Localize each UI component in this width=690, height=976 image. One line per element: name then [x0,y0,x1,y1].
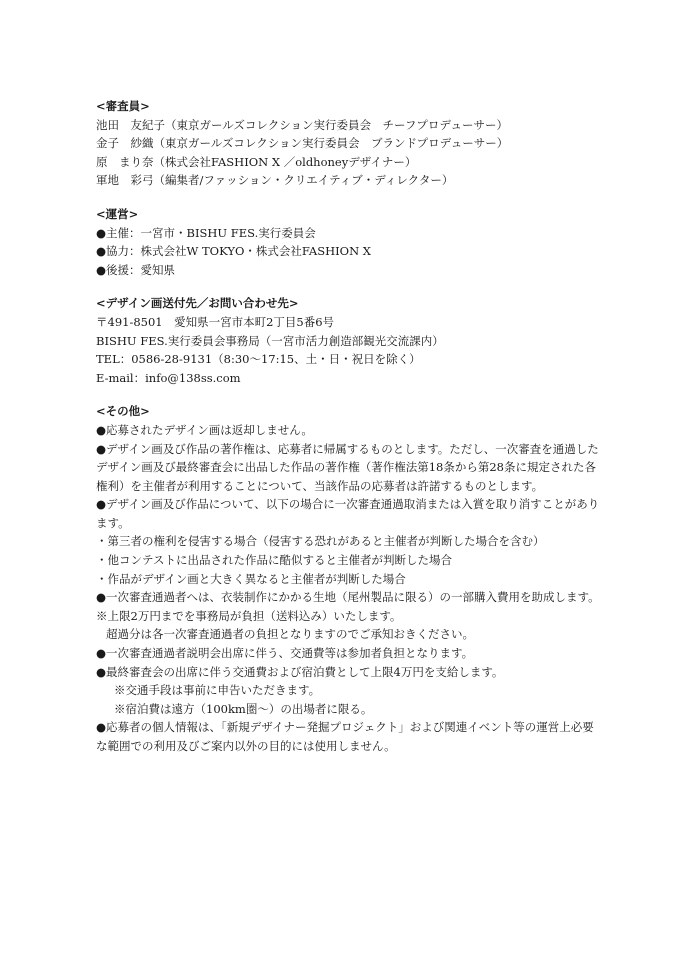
contact-postal-address: 〒491-8501 愛知県一宮市本町2丁目5番6号 [96,314,335,329]
document-page [96,97,601,771]
other-item: ●デザイン画及び作品について、以下の場合に一次審査通過取消または入賞を取り消すことがあります。 [96,497,600,530]
operations-heading: <運営> [96,206,139,221]
operations-support: ●後援：愛知県 [96,262,176,277]
other-subitem: ・第三者の権利を侵害する場合（侵害する恐れがあると主催者が判断した場合を含む） [96,534,545,549]
other-item: ●応募されたデザイン画は返却しません。 [96,422,313,437]
judges-heading: <審査員> [96,99,150,113]
other-note: ※上限2万円までを事務局が負担（送料込み）いたします。 [96,608,402,623]
contact-email: E-mail：info@138ss.com [96,370,241,385]
contact-section [96,294,601,387]
other-item: ●一次審査通過者へは、衣装制作にかかる生地（尾州製品に限る）の一部購入費用を助成します。 [96,590,600,605]
other-subitem: ・他コンテストに出品された作品に酷似すると主催者が判断した場合 [96,553,453,568]
operations-section [96,205,601,279]
other-item: ●デザイン画及び作品の著作権は、応募者に帰属するものとします。ただし、一次審査を通過したデザイン画及び最終審査会に出品した作品の著作権（著作権法第18条から第28条に規定された各権利）を主催者が利用することについて、当該作品の応募者は許諾するものとします。 [96,441,599,493]
other-note: ※宿泊費は遠方（100km圏～）の出場者に限る。 [114,701,373,716]
operations-cooperation: ●協力：株式会社W TOKYO・株式会社FASHION X [96,244,371,259]
other-subitem: ・作品がデザイン画と大きく異なると主催者が判断した場合 [96,571,406,586]
other-note: ※交通手段は事前に申告いただきます。 [114,683,321,698]
judge-line: 池田 友紀子（東京ガールズコレクション実行委員会 チーフプロデューサー） [96,117,509,132]
contact-office: BISHU FES.実行委員会事務局（一宮市活力創造部観光交流課内） [96,333,444,348]
judge-line: 軍地 彩弓（編集者/ファッション・クリエイティブ・ディレクター） [96,173,454,188]
other-item: ●応募者の個人情報は、「新規デザイナー発掘プロジェクト」および関連イベント等の運営上必要な範囲での利用及びご案内以外の目的には使用しません。 [96,720,594,753]
other-section [96,402,601,755]
other-item: ●最終審査会の出席に伴う交通費および宿泊費として上限4万円を支給します。 [96,664,504,679]
contact-heading: <デザイン画送付先／お問い合わせ先> [96,296,299,311]
other-heading: <その他> [96,404,150,419]
judge-line: 原 まり奈（株式会社FASHION X ／oldhoneyデザイナー） [96,154,417,169]
contact-tel: TEL：0586-28-9131（8:30～17:15、土・日・祝日を除く） [96,352,421,367]
operations-organizer: ●主催：一宮市・BISHU FES.実行委員会 [96,225,316,240]
judge-line: 金子 紗織（東京ガールズコレクション実行委員会 ブランドプロデューサー） [96,136,509,151]
other-note-continued: 超過分は各一次審査通過者の負担となりますのでご承知おきください。 [106,627,474,642]
judges-section [96,97,601,190]
other-item: ●一次審査通過者説明会出席に伴う、交通費等は参加者負担となります。 [96,646,474,661]
